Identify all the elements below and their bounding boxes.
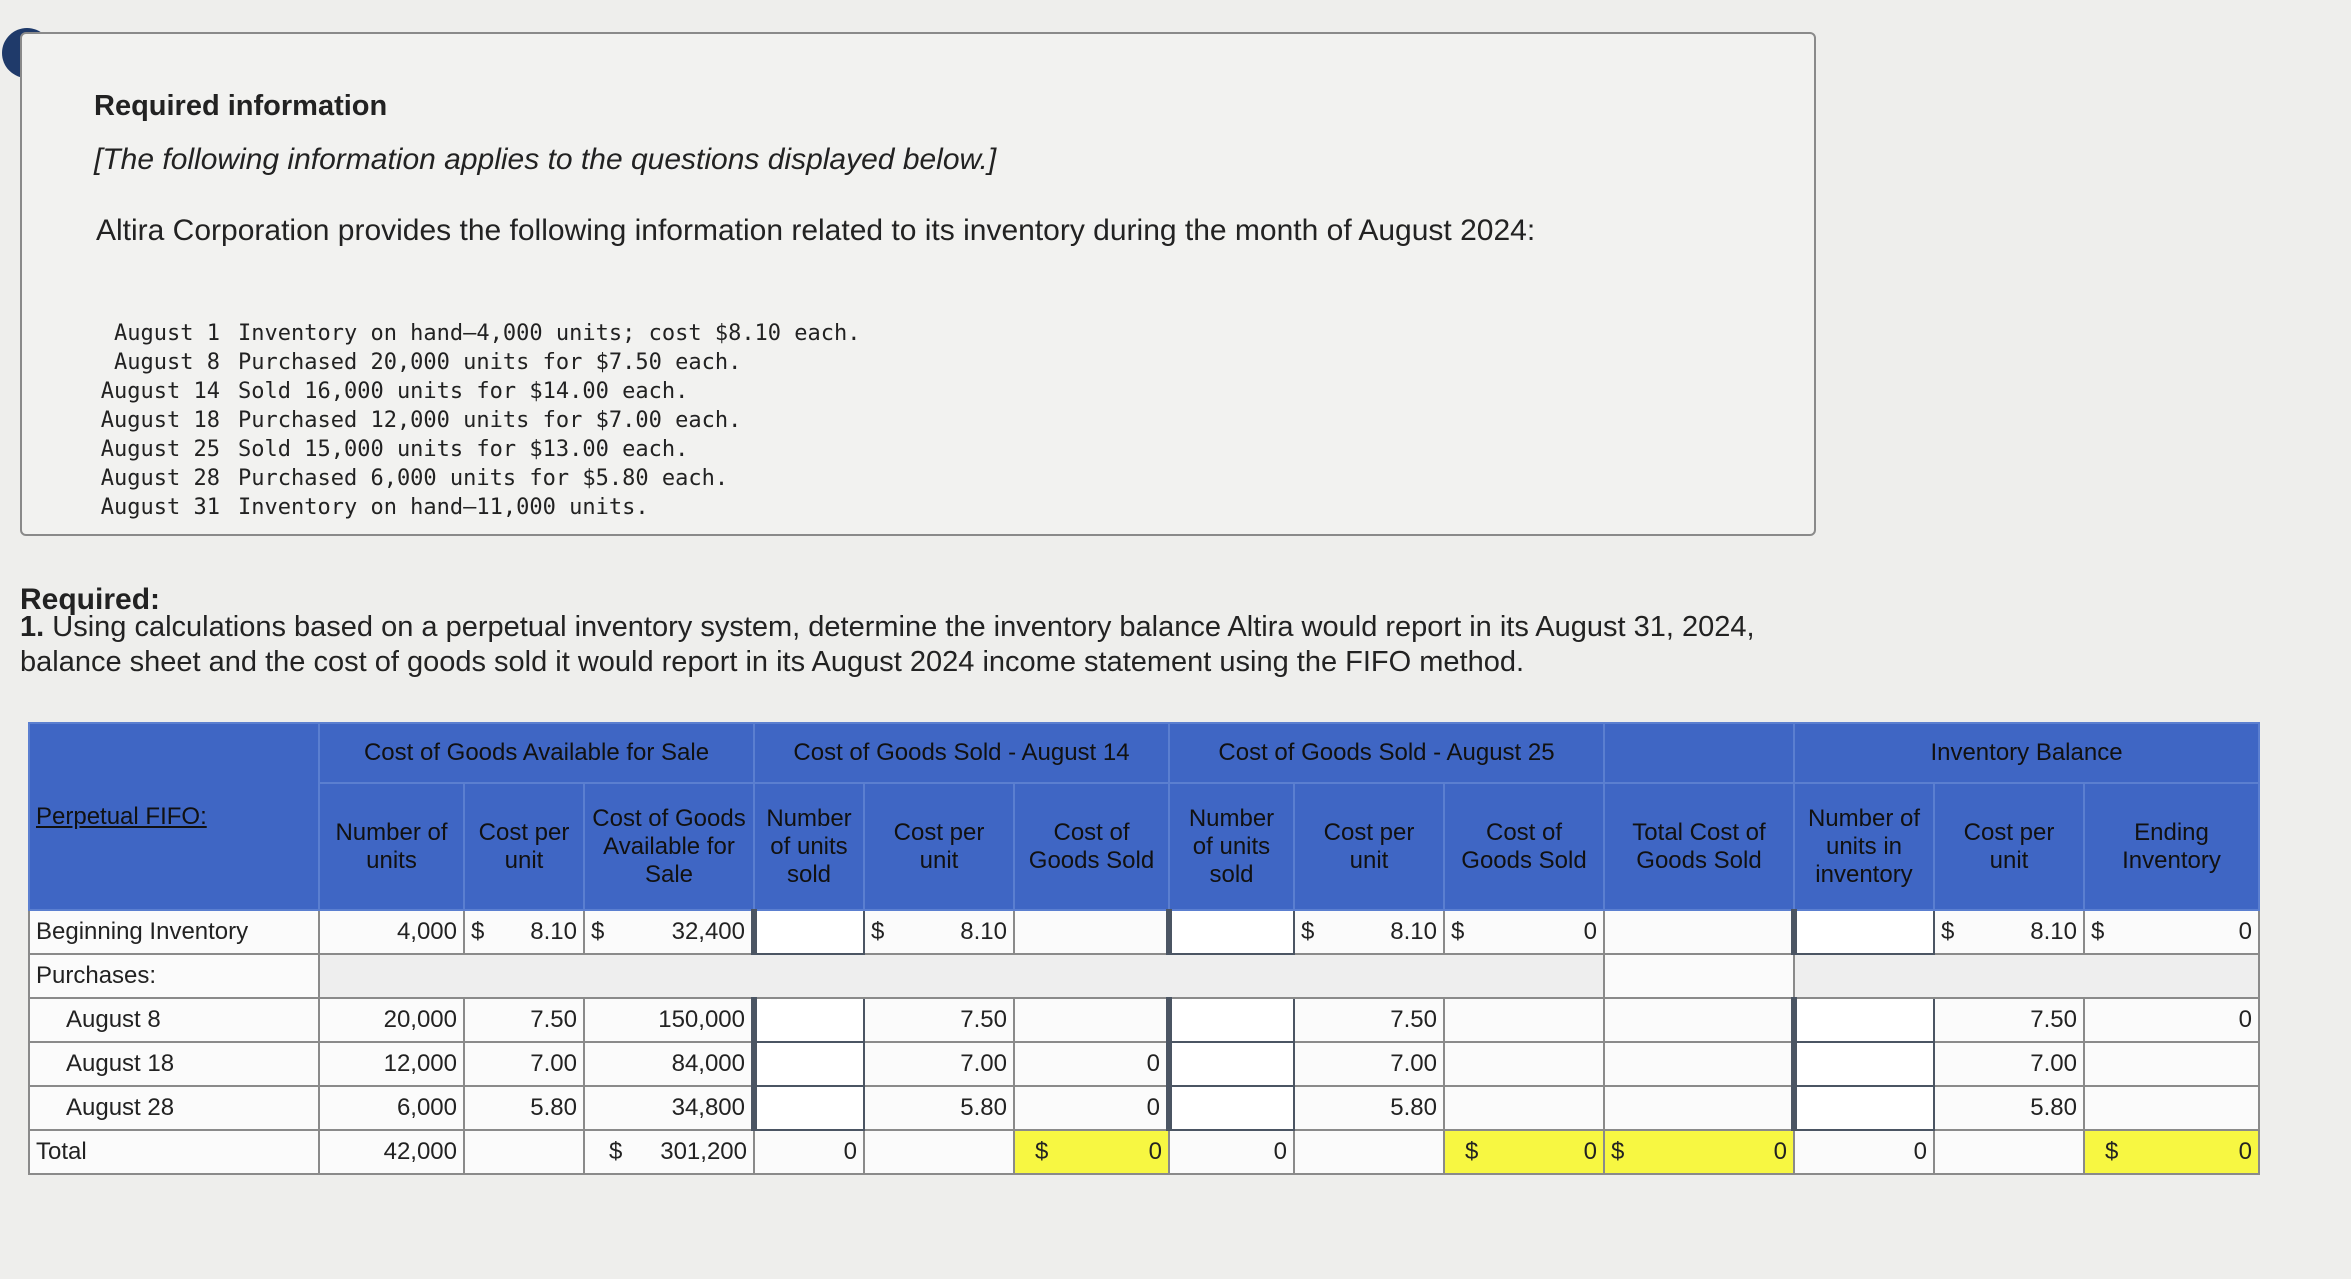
cpu-cell: 5.80	[464, 1086, 584, 1130]
col-cpu-inv-header: Cost per unit	[1934, 783, 2084, 910]
units-cell: 42,000	[319, 1130, 464, 1174]
perpetual-fifo-link[interactable]: Perpetual FIFO:	[29, 723, 319, 910]
col-cost25-header: Cost of Goods Sold	[1444, 783, 1604, 910]
dollar-sign: $	[1941, 918, 1955, 945]
cost25-cell	[1444, 1086, 1604, 1130]
cpu14-cell: 7.50	[864, 998, 1014, 1042]
transaction-text: Inventory on hand—11,000 units.	[238, 495, 649, 520]
cost25-cell	[1444, 1042, 1604, 1086]
dollar-sign: $	[1465, 1138, 1479, 1165]
cogas-cell: 34,800	[584, 1086, 754, 1130]
dollar-sign: $	[871, 918, 885, 945]
transaction-date: August 1	[114, 321, 220, 346]
cpu-inv-cell	[1934, 1130, 2084, 1174]
cpu-cell: 7.00	[464, 1042, 584, 1086]
cost25-total-cell: $ 0	[1444, 1130, 1604, 1174]
total-cogs-total-cell: $ 0	[1604, 1130, 1794, 1174]
cpu14-cell: 5.80	[864, 1086, 1014, 1130]
inv-units-total-cell: 0	[1794, 1130, 1934, 1174]
cogas-cell: $ 32,400	[584, 910, 754, 954]
units-in-inventory-input[interactable]	[1794, 998, 1934, 1042]
row-label: August 18	[29, 1042, 319, 1086]
cpu-inv-cell: 7.00	[1934, 1042, 2084, 1086]
units-in-inventory-input[interactable]	[1794, 1042, 1934, 1086]
table-row	[29, 910, 2259, 954]
group-cogs14-header: Cost of Goods Sold - August 14	[754, 723, 1169, 783]
cpu14-cell: 7.00	[864, 1042, 1014, 1086]
blank-cell	[319, 954, 1604, 998]
col-inv-units-header: Number of units in inventory	[1794, 783, 1934, 910]
cpu25-cell: 7.00	[1294, 1042, 1444, 1086]
cpu-inv-cell: $ 8.10	[1934, 910, 2084, 954]
cpu-cell: $ 8.10	[464, 910, 584, 954]
transaction-dates	[98, 290, 220, 551]
cpu25-cell: 5.80	[1294, 1086, 1444, 1130]
total-cogs-cell	[1604, 1042, 1794, 1086]
transaction-date: August 31	[100, 495, 220, 520]
cost14-cell: 0	[1014, 1086, 1169, 1130]
cpu25-cell: $ 8.10	[1294, 910, 1444, 954]
table-row	[29, 1042, 2259, 1086]
col-sold25-header: Number of units sold	[1169, 783, 1294, 910]
dollar-sign: $	[2105, 1138, 2119, 1165]
group-empty-header	[1604, 723, 1794, 783]
row-label: Purchases:	[29, 954, 319, 998]
units-sold-input[interactable]	[754, 910, 864, 954]
cost14-total-cell: $ 0	[1014, 1130, 1169, 1174]
transaction-date: August 14	[100, 379, 220, 404]
transaction-text: Inventory on hand—4,000 units; cost $8.10 each.	[238, 321, 861, 346]
transaction-date: August 28	[100, 466, 220, 491]
blank-cell	[1604, 954, 1794, 998]
transaction-date: August 8	[114, 350, 220, 375]
transaction-text: Purchased 6,000 units for $5.80 each.	[238, 466, 729, 491]
cost14-cell	[1014, 910, 1169, 954]
intro-text: Altira Corporation provides the following information related to its inventory during the month of August 2024:	[96, 214, 1536, 247]
applies-note: [The following information applies to the questions displayed below.]	[94, 143, 997, 176]
col-total-cogs-header: Total Cost of Goods Sold	[1604, 783, 1794, 910]
cost25-cell	[1444, 998, 1604, 1042]
units-sold-input[interactable]	[754, 1042, 864, 1086]
cpu25-cell	[1294, 1130, 1444, 1174]
cost14-cell: 0	[1014, 1042, 1169, 1086]
transaction-text: Purchased 20,000 units for $7.50 each.	[238, 350, 742, 375]
transaction-text: Purchased 12,000 units for $7.00 each.	[238, 408, 742, 433]
cogas-cell: 84,000	[584, 1042, 754, 1086]
dollar-sign: $	[471, 918, 485, 945]
cpu25-cell: 7.50	[1294, 998, 1444, 1042]
units-cell: 4,000	[319, 910, 464, 954]
row-label: Beginning Inventory	[29, 910, 319, 954]
col-cpu-header: Cost per unit	[464, 783, 584, 910]
cpu14-cell: $ 8.10	[864, 910, 1014, 954]
units-sold-input[interactable]	[1169, 1086, 1294, 1130]
sold14-total-cell: 0	[754, 1130, 864, 1174]
transaction-texts	[238, 290, 861, 551]
ending-cell: 0	[2084, 998, 2259, 1042]
row-label: August 28	[29, 1086, 319, 1130]
blank-cell	[1794, 954, 2259, 998]
dollar-sign: $	[1035, 1138, 1049, 1165]
total-cogs-cell	[1604, 998, 1794, 1042]
required-body: Using calculations based on a perpetual inventory system, determine the inventory balance Altira would report in its August 31, 2024, balance sheet and the cost of goods sold it would report in its August 2024 income statement using the FIFO method.	[20, 611, 1755, 678]
required-info-title: Required information	[94, 90, 388, 122]
col-cpu25-header: Cost per unit	[1294, 783, 1444, 910]
dollar-sign: $	[1611, 1138, 1625, 1165]
cpu-cell	[464, 1130, 584, 1174]
transaction-text: Sold 16,000 units for $14.00 each.	[238, 379, 689, 404]
total-cogs-cell	[1604, 1086, 1794, 1130]
perpetual-fifo-table	[28, 722, 2260, 1175]
col-cost14-header: Cost of Goods Sold	[1014, 783, 1169, 910]
required-number: 1.	[20, 611, 45, 643]
sold25-total-cell: 0	[1169, 1130, 1294, 1174]
units-cell: 20,000	[319, 998, 464, 1042]
cogas-cell: $ 301,200	[584, 1130, 754, 1174]
dollar-sign: $	[591, 918, 605, 945]
dollar-sign: $	[2091, 918, 2105, 945]
ending-total-cell: $ 0	[2084, 1130, 2259, 1174]
units-in-inventory-input[interactable]	[1794, 1086, 1934, 1130]
units-sold-input[interactable]	[1169, 998, 1294, 1042]
col-units-header: Number of units	[319, 783, 464, 910]
cpu-inv-cell: 5.80	[1934, 1086, 2084, 1130]
transaction-date: August 25	[100, 437, 220, 462]
transaction-date: August 18	[100, 408, 220, 433]
col-sold14-header: Number of units sold	[754, 783, 864, 910]
units-sold-input[interactable]	[754, 1086, 864, 1130]
group-balance-header: Inventory Balance	[1794, 723, 2259, 783]
dollar-sign: $	[1451, 918, 1465, 945]
dollar-sign: $	[609, 1138, 623, 1165]
total-cogs-cell	[1604, 910, 1794, 954]
units-sold-input[interactable]	[754, 998, 864, 1042]
ending-cell: $ 0	[2084, 910, 2259, 954]
group-cogs25-header: Cost of Goods Sold - August 25	[1169, 723, 1604, 783]
row-label: Total	[29, 1130, 319, 1174]
units-sold-input[interactable]	[1169, 1042, 1294, 1086]
cost25-cell: $ 0	[1444, 910, 1604, 954]
group-available-header: Cost of Goods Available for Sale	[319, 723, 754, 783]
units-cell: 12,000	[319, 1042, 464, 1086]
ending-cell	[2084, 1086, 2259, 1130]
table-row	[29, 998, 2259, 1042]
col-ending-header: Ending Inventory	[2084, 783, 2259, 910]
table-row	[29, 954, 2259, 998]
required-text	[20, 610, 1780, 680]
dollar-sign: $	[1301, 918, 1315, 945]
cost14-cell	[1014, 998, 1169, 1042]
row-label: August 8	[29, 998, 319, 1042]
col-cpu14-header: Cost per unit	[864, 783, 1014, 910]
col-cogas-header: Cost of Goods Available for Sale	[584, 783, 754, 910]
ending-cell	[2084, 1042, 2259, 1086]
table-row	[29, 1086, 2259, 1130]
required-heading: Required:	[20, 583, 161, 616]
units-cell: 6,000	[319, 1086, 464, 1130]
cogas-cell: 150,000	[584, 998, 754, 1042]
table-row	[29, 1130, 2259, 1174]
cpu-inv-cell: 7.50	[1934, 998, 2084, 1042]
units-sold-input[interactable]	[1169, 910, 1294, 954]
transaction-text: Sold 15,000 units for $13.00 each.	[238, 437, 689, 462]
units-in-inventory-input[interactable]	[1794, 910, 1934, 954]
cpu-cell: 7.50	[464, 998, 584, 1042]
cpu14-cell	[864, 1130, 1014, 1174]
